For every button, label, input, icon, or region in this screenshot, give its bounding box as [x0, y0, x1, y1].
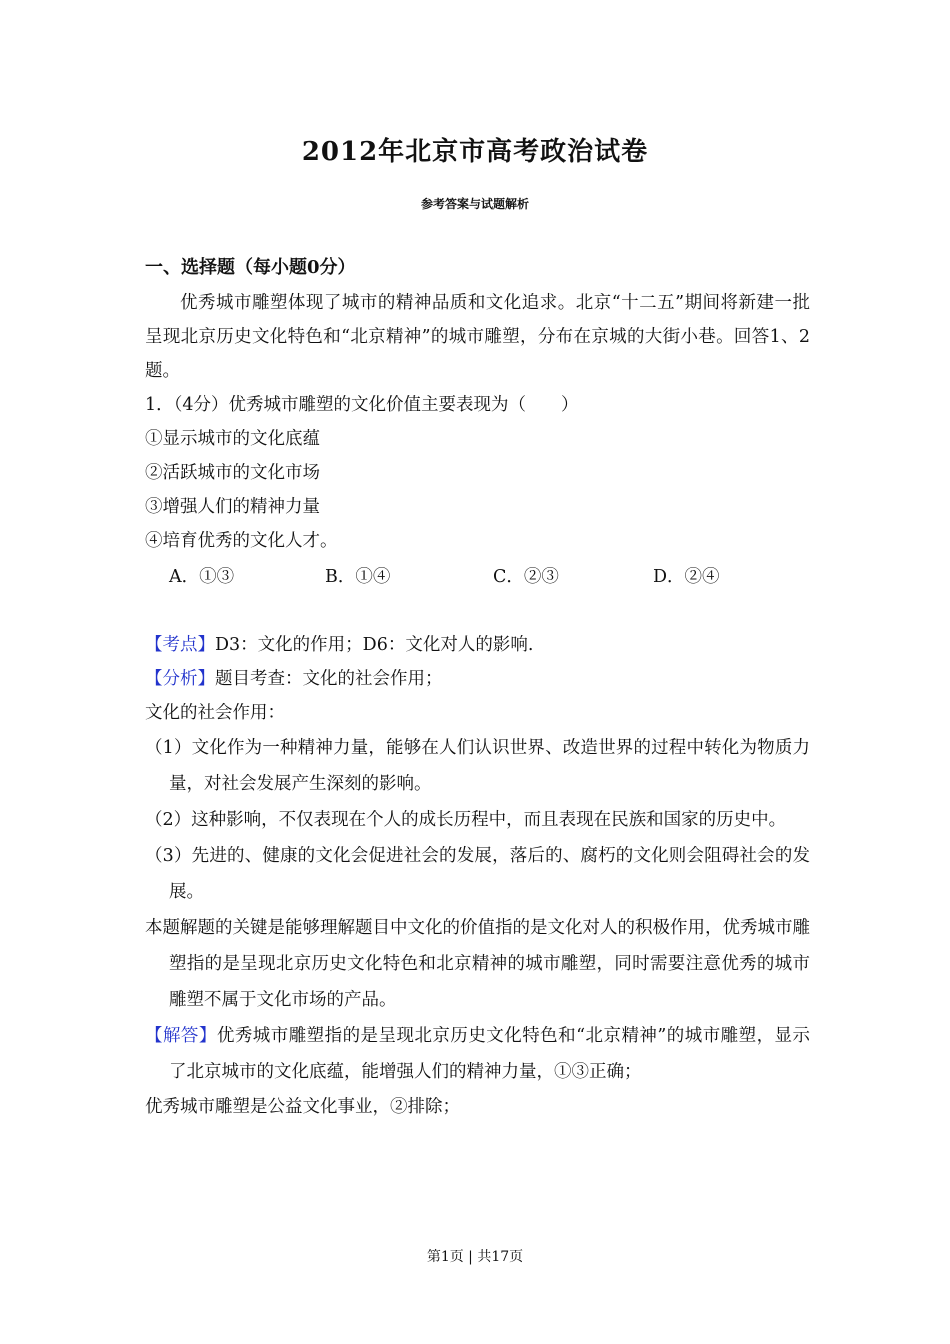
kaodian-tag: 【考点】 — [145, 635, 215, 655]
reading-passage: 优秀城市雕塑体现了城市的精神品质和文化追求。北京“十二五”期间将新建一批呈现北京历史文化特色和“北京精神”的城市雕塑，分布在京城的大街小巷。回答1、2题。 — [145, 293, 810, 381]
analysis-key: 本题解题的关键是能够理解题目中文化的价值指的是文化对人的积极作用，优秀城市雕塑指的是呈现北京历史文化特色和北京精神的城市雕塑，同时需要注意优秀的城市雕塑不属于文化市场的产品。 — [145, 918, 810, 1010]
question-item-2: ②活跃城市的文化市场 — [145, 463, 320, 483]
page-footer: 第1页 | 共17页 — [426, 1249, 524, 1265]
answer-options — [145, 560, 810, 594]
analysis-last-line: 优秀城市雕塑是公益文化事业，②排除； — [145, 1097, 460, 1117]
jieda-text: 优秀城市雕塑指的是呈现北京历史文化特色和“北京精神”的城市雕塑，显示了北京城市的文化底蕴，能增强人们的精神力量，①③正确； — [169, 1026, 811, 1082]
analysis-point-3: （3）先进的、健康的文化会促进社会的发展，落后的、腐朽的文化则会阻碍社会的发展。 — [145, 846, 810, 902]
jieda-tag: 【解答】 — [145, 1026, 217, 1046]
question-stem: 1．（4分）优秀城市雕塑的文化价值主要表现为（ ） — [145, 395, 579, 415]
fenxi-line — [145, 662, 810, 696]
section-heading: 一、选择题（每小题0分） — [145, 257, 356, 278]
document-body — [145, 256, 810, 1124]
option-c: C．②③ — [493, 567, 559, 587]
document-subtitle: 参考答案与试题解析 — [420, 197, 529, 211]
option-a: A．①③ — [169, 567, 235, 587]
fenxi-text: 题目考查：文化的社会作用； — [215, 669, 443, 689]
option-d: D．②④ — [653, 567, 720, 587]
analysis-point-1: （1）文化作为一种精神力量，能够在人们认识世界、改造世界的过程中转化为物质力量，对社会发展产生深刻的影响。 — [145, 738, 810, 794]
fenxi-tag: 【分析】 — [145, 669, 215, 689]
option-b: B．①④ — [325, 567, 391, 587]
analysis-intro: 文化的社会作用： — [145, 703, 285, 723]
spacer — [145, 594, 810, 628]
analysis-point-2: （2）这种影响，不仅表现在个人的成长历程中，而且表现在民族和国家的历史中。 — [145, 810, 787, 830]
question-item-3: ③增强人们的精神力量 — [145, 497, 320, 517]
kaodian-text: D3：文化的作用；D6：文化对人的影响. — [215, 635, 534, 655]
question-item-1: ①显示城市的文化底蕴 — [145, 429, 320, 449]
kaodian-line — [145, 628, 810, 662]
document-title: 2012年北京市高考政治试卷 — [301, 137, 649, 167]
question-item-4: ④培育优秀的文化人才。 — [145, 531, 338, 551]
jieda-line — [145, 1018, 810, 1090]
